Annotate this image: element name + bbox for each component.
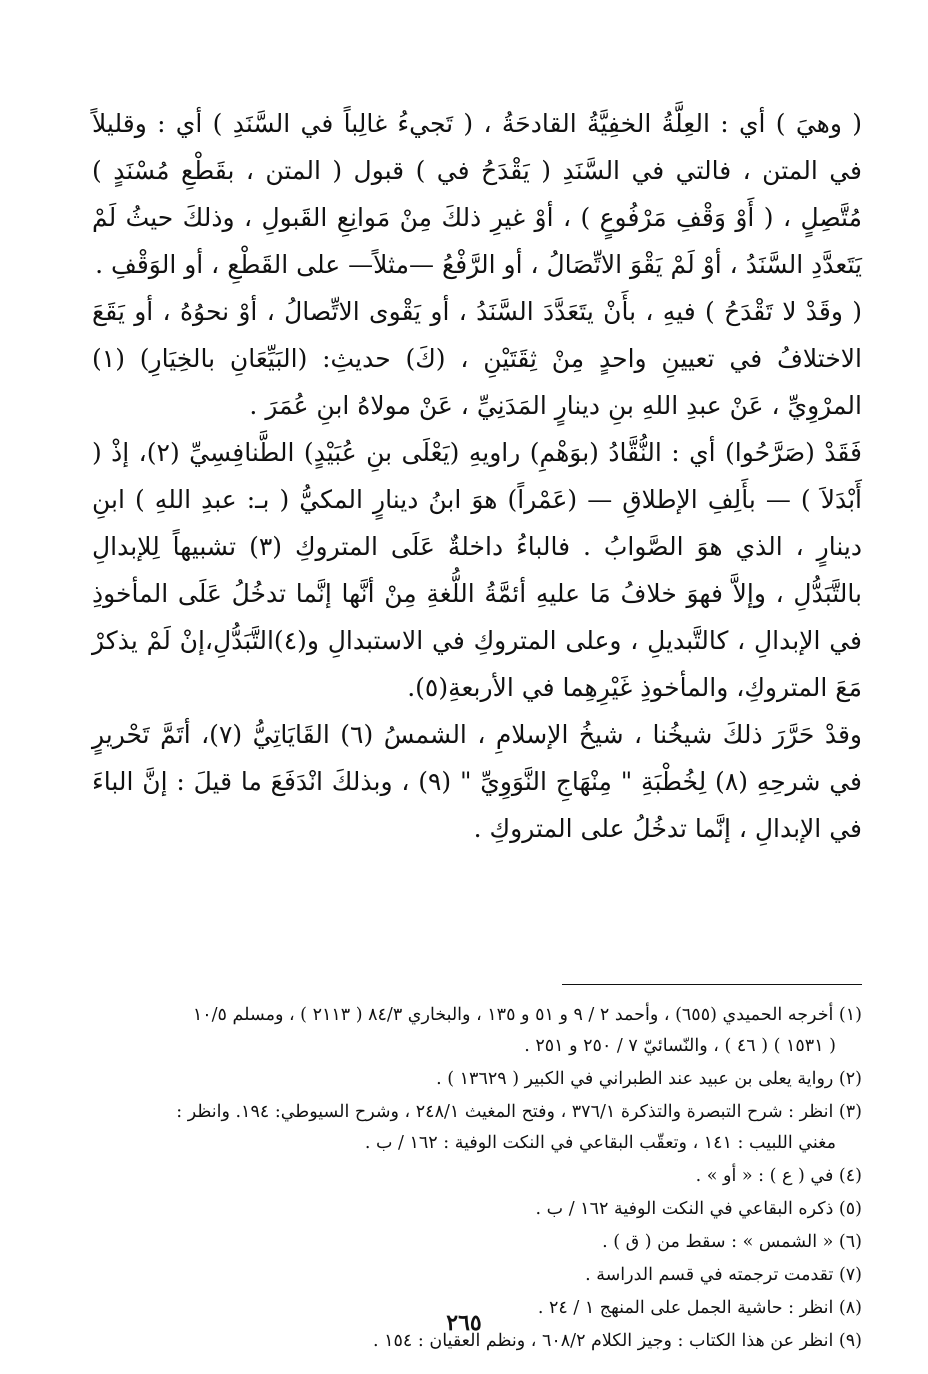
footnote [92,1260,862,1291]
footnote [92,1097,862,1159]
paragraph: ( وقَدْ لا تَقْدَحُ ) فيهِ ، بأَنْ يتَعَدَّدَ السَّنَدُ ، أو يَقْوى الاتِّصالُ ، أوْ نحوُهُ ، أو يَقَعَ الاختلافُ في تعيينِ واحدٍ مِنْ ثِقَتَيْنِ ، (كَ) حديثِ: (البَيِّعَانِ بالخِيَارِ) (١) المرْوِيِّ ، عَنْ عبدِ اللهِ بنِ دينارٍ المَدَنِيِّ ، عَنْ مولاهُ ابنِ عُمَرَ . [92,297,862,420]
footnote [92,1000,862,1062]
paragraph: فَقَدْ (صَرَّحُوا) أي : النُّقَّادُ (بوَهْمِ) راويهِ (يَعْلَى بنِ عُبَيْدٍ) الطَّنافِسِيِّ (٢)، إذْ ( أَبْدَلاَ ) — بأَلِفِ الإطلاقِ — (عَمْراً) هوَ ابنُ دينارٍ المكيُّ ( بـ: عبدِ اللهِ ) ابنِ دينارٍ ، الذي هوَ الصَّوابُ . فالباءُ داخلةٌ عَلَى المتروكِ (٣) تشبيهاً لِلإبدالِ بالتَّبَدُّلِ ، وإلاَّ فهوَ خلافُ مَا عليهِ أئمَّةُ اللُّغةِ مِنْ أنَّها إنَّما تدخُلُ عَلَى المأخوذِ في الإبدالِ ، كالتَّبديلِ ، وعلى المتروكِ في الاستبدالِ و(٤)التَّبَدُّلِ،إنْ لَمْ يذكرْ مَعَ المتروكِ، والمأخوذِ غَيْرِهِما في الأربعةِ(٥). [92,438,862,702]
footnote-text: (٢) رواية يعلى بن عبيد عند الطبراني في الكبير ( ١٣٦٢٩ ) . [436,1069,862,1089]
footnote-text: (٩) انظر عن هذا الكتاب : وجيز الكلام ٦٠٨/٢ ، ونظم العقيان : ١٥٤ . [372,1331,862,1351]
footnote-continuation: ( ١٥٣١ ) ( ٤٦ ) ، والنّسائيّ ٧ / ٢٥٠ و ٢٥١ . [524,1036,836,1056]
main-text [92,100,862,852]
footnote-text: (٥) ذكره البقاعي في النكت الوفية ١٦٢ / ب . [535,1199,862,1219]
footnote-text: (٤) في ( ع ) : « أو » . [695,1166,862,1186]
footnotes [92,1000,862,1359]
paragraph: ( وهيَ ) أي : العِلَّةُ الخفِيَّةُ القادحَةُ ، ( تَجيءُ غالِباً في السَّنَدِ ) أي : وقليلاً في المتن ، فالتي في السَّنَدِ ( يَقْدَحُ في ) قبول ( المتن ، بقَطْعِ مُسْنَدٍ ) مُتَّصِلٍ ، ( أَوْ وَقْفِ مَرْفُوعٍ ) ، أوْ غيرِ ذلكَ مِنْ مَوانِعِ القَبولِ ، وذلكَ حيثُ لَمْ يَتَعدَّدِ السَّنَدُ ، أوْ لَمْ يَقْوَ الاتِّصَالُ ، أو الرَّفْعُ —مثلاً— على القَطْعِ ، أو الوَقْفِ . [92,109,862,279]
footnote-text: (٨) انظر : حاشية الجمل على المنهج ١ / ٢٤ . [537,1298,862,1318]
footnote-continuation: مغني اللبيب : ١٤١ ، وتعقّب البقاعي في النكت الوفية : ١٦٢ / ب . [364,1133,836,1153]
footnote [92,1194,862,1225]
footnote [92,1161,862,1192]
paragraph: وقدْ حَرَّرَ ذلكَ شيخُنا ، شيخُ الإسلامِ ، الشمسُ (٦) القَايَاتِيُّ (٧)، أتَمَّ تَحْريرٍ في شرحِهِ (٨) لِخُطْبَةِ " مِنْهَاجِ النَّوَوِيِّ " (٩) ، وبذلكَ انْدَفَعَ ما قيلَ : إنَّ الباءَ في الإبدالِ ، إنَّما تدخُلُ على المتروكِ . [92,720,862,843]
footnote-text: (١) أخرجه الحميدي (٦٥٥) ، وأحمد ٢ / ٩ و ٥١ و ١٣٥ ، والبخاري ٨٤/٣ ( ٢١١٣ ) ، ومسلم ١٠/٥ [192,1005,862,1025]
footnote-text: (٧) تقدمت ترجمته في قسم الدراسة . [585,1265,862,1285]
footnote [92,1064,862,1095]
footnote-text: (٣) انظر : شرح التبصرة والتذكرة ٣٧٦/١ ، وفتح المغيث ٢٤٨/١ ، وشرح السيوطي: ١٩٤. وانظر : [176,1102,862,1122]
footnote [92,1227,862,1258]
page-number: ٢٦٥ [446,1310,482,1336]
footnote-separator [562,984,862,985]
footnote-text: (٦) « الشمس » : سقط من ( ق ) . [602,1232,862,1252]
